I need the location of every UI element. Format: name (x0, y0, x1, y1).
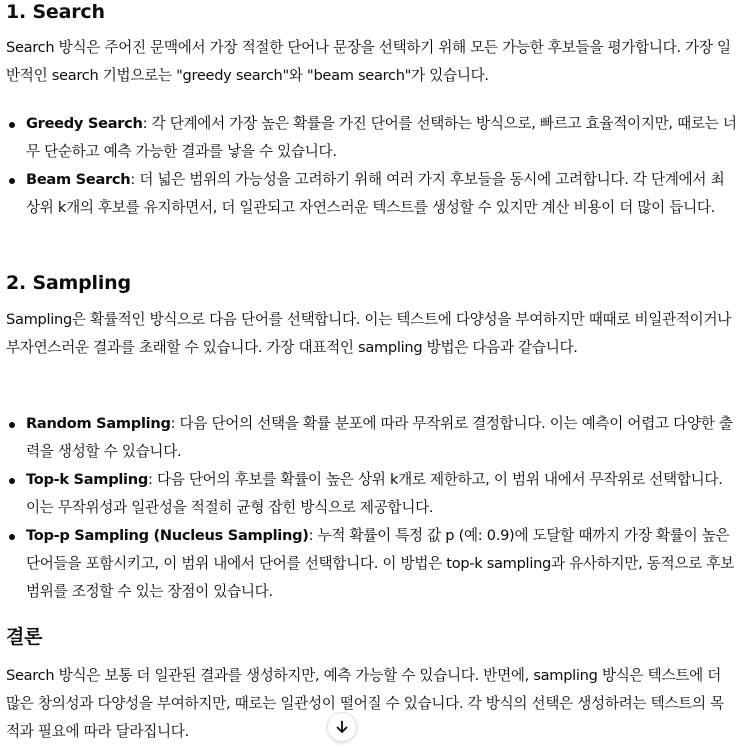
bullet-icon (9, 178, 15, 184)
bullet-icon (9, 534, 15, 540)
list-item-text: : 더 넓은 범위의 가능성을 고려하기 위해 여러 가지 후보들을 동시에 고려합니다. 각 단계에서 최상위 k개의 후보를 유지하면서, 더 일관되고 자연스러운 텍스트를 생성할 수 있지만 계산 비용이 더 많이 듭니다. (26, 171, 725, 216)
section-paragraph-search: Search 방식은 주어진 문맥에서 가장 적절한 단어나 문장을 선택하기 위해 모든 가능한 후보들을 평가합니다. 가장 일반적인 search 기법으로는 "greedy search"와 "beam search"가 있습니다. (6, 39, 731, 84)
bullet-icon (9, 422, 15, 428)
bullet-icon (9, 478, 15, 484)
list-item (6, 110, 738, 166)
sampling-methods-list (6, 410, 738, 606)
list-item (6, 410, 738, 466)
list-item-term: Top-k Sampling (26, 471, 148, 488)
list-item (6, 522, 738, 606)
section-paragraph-sampling: Sampling은 확률적인 방식으로 다음 단어를 선택합니다. 이는 텍스트에 다양성을 부여하지만 때때로 비일관적이거나 부자연스러운 결과를 초래할 수 있습니다. 가장 대표적인 sampling 방법은 다음과 같습니다. (6, 311, 732, 356)
section-paragraph-conclusion: Search 방식은 보통 더 일관된 결과를 생성하지만, 예측 가능할 수 있습니다. 반면에, sampling 방식은 텍스트에 더 많은 창의성과 다양성을 부여하지만, 때로는 일관성이 떨어질 수 있습니다. 각 방식의 선택은 생성하려는 텍스트의 목적과 필요에 따라 달라집니다. (6, 667, 724, 740)
list-item-text: : 다음 단어의 후보를 확률이 높은 상위 k개로 제한하고, 이 범위 내에서 무작위로 선택합니다. 이는 무작위성과 일관성을 적절히 균형 잡힌 방식으로 제공합니다. (26, 471, 723, 516)
list-item-term: Greedy Search (26, 115, 143, 132)
section-heading-sampling: 2. Sampling (6, 272, 131, 294)
arrow-down-icon (335, 720, 349, 734)
list-item (6, 466, 738, 522)
scroll-to-bottom-button[interactable] (327, 712, 357, 742)
list-item-text: : 각 단계에서 가장 높은 확률을 가진 단어를 선택하는 방식으로, 빠르고 효율적이지만, 때로는 너무 단순하고 예측 가능한 결과를 낳을 수 있습니다. (26, 115, 737, 160)
bullet-icon (9, 122, 15, 128)
list-item-term: Beam Search (26, 171, 131, 188)
list-item-text: : 다음 단어의 선택을 확률 분포에 따라 무작위로 결정합니다. 이는 예측이 어렵고 다양한 출력을 생성할 수 있습니다. (26, 415, 733, 460)
list-item-term: Top-p Sampling (Nucleus Sampling) (26, 527, 309, 544)
section-heading-search: 1. Search (6, 1, 105, 23)
list-item-text: : 누적 확률이 특정 값 p (예: 0.9)에 도달할 때까지 가장 확률이 높은 단어들을 포함시키고, 이 범위 내에서 단어를 선택합니다. 이 방법은 top-k sampling과 유사하지만, 동적으로 후보 범위를 조정할 수 있는 장점이 있습니다. (26, 527, 734, 600)
search-methods-list (6, 110, 738, 222)
list-item (6, 166, 738, 222)
list-item-term: Random Sampling (26, 415, 171, 432)
section-heading-conclusion: 결론 (6, 626, 43, 648)
